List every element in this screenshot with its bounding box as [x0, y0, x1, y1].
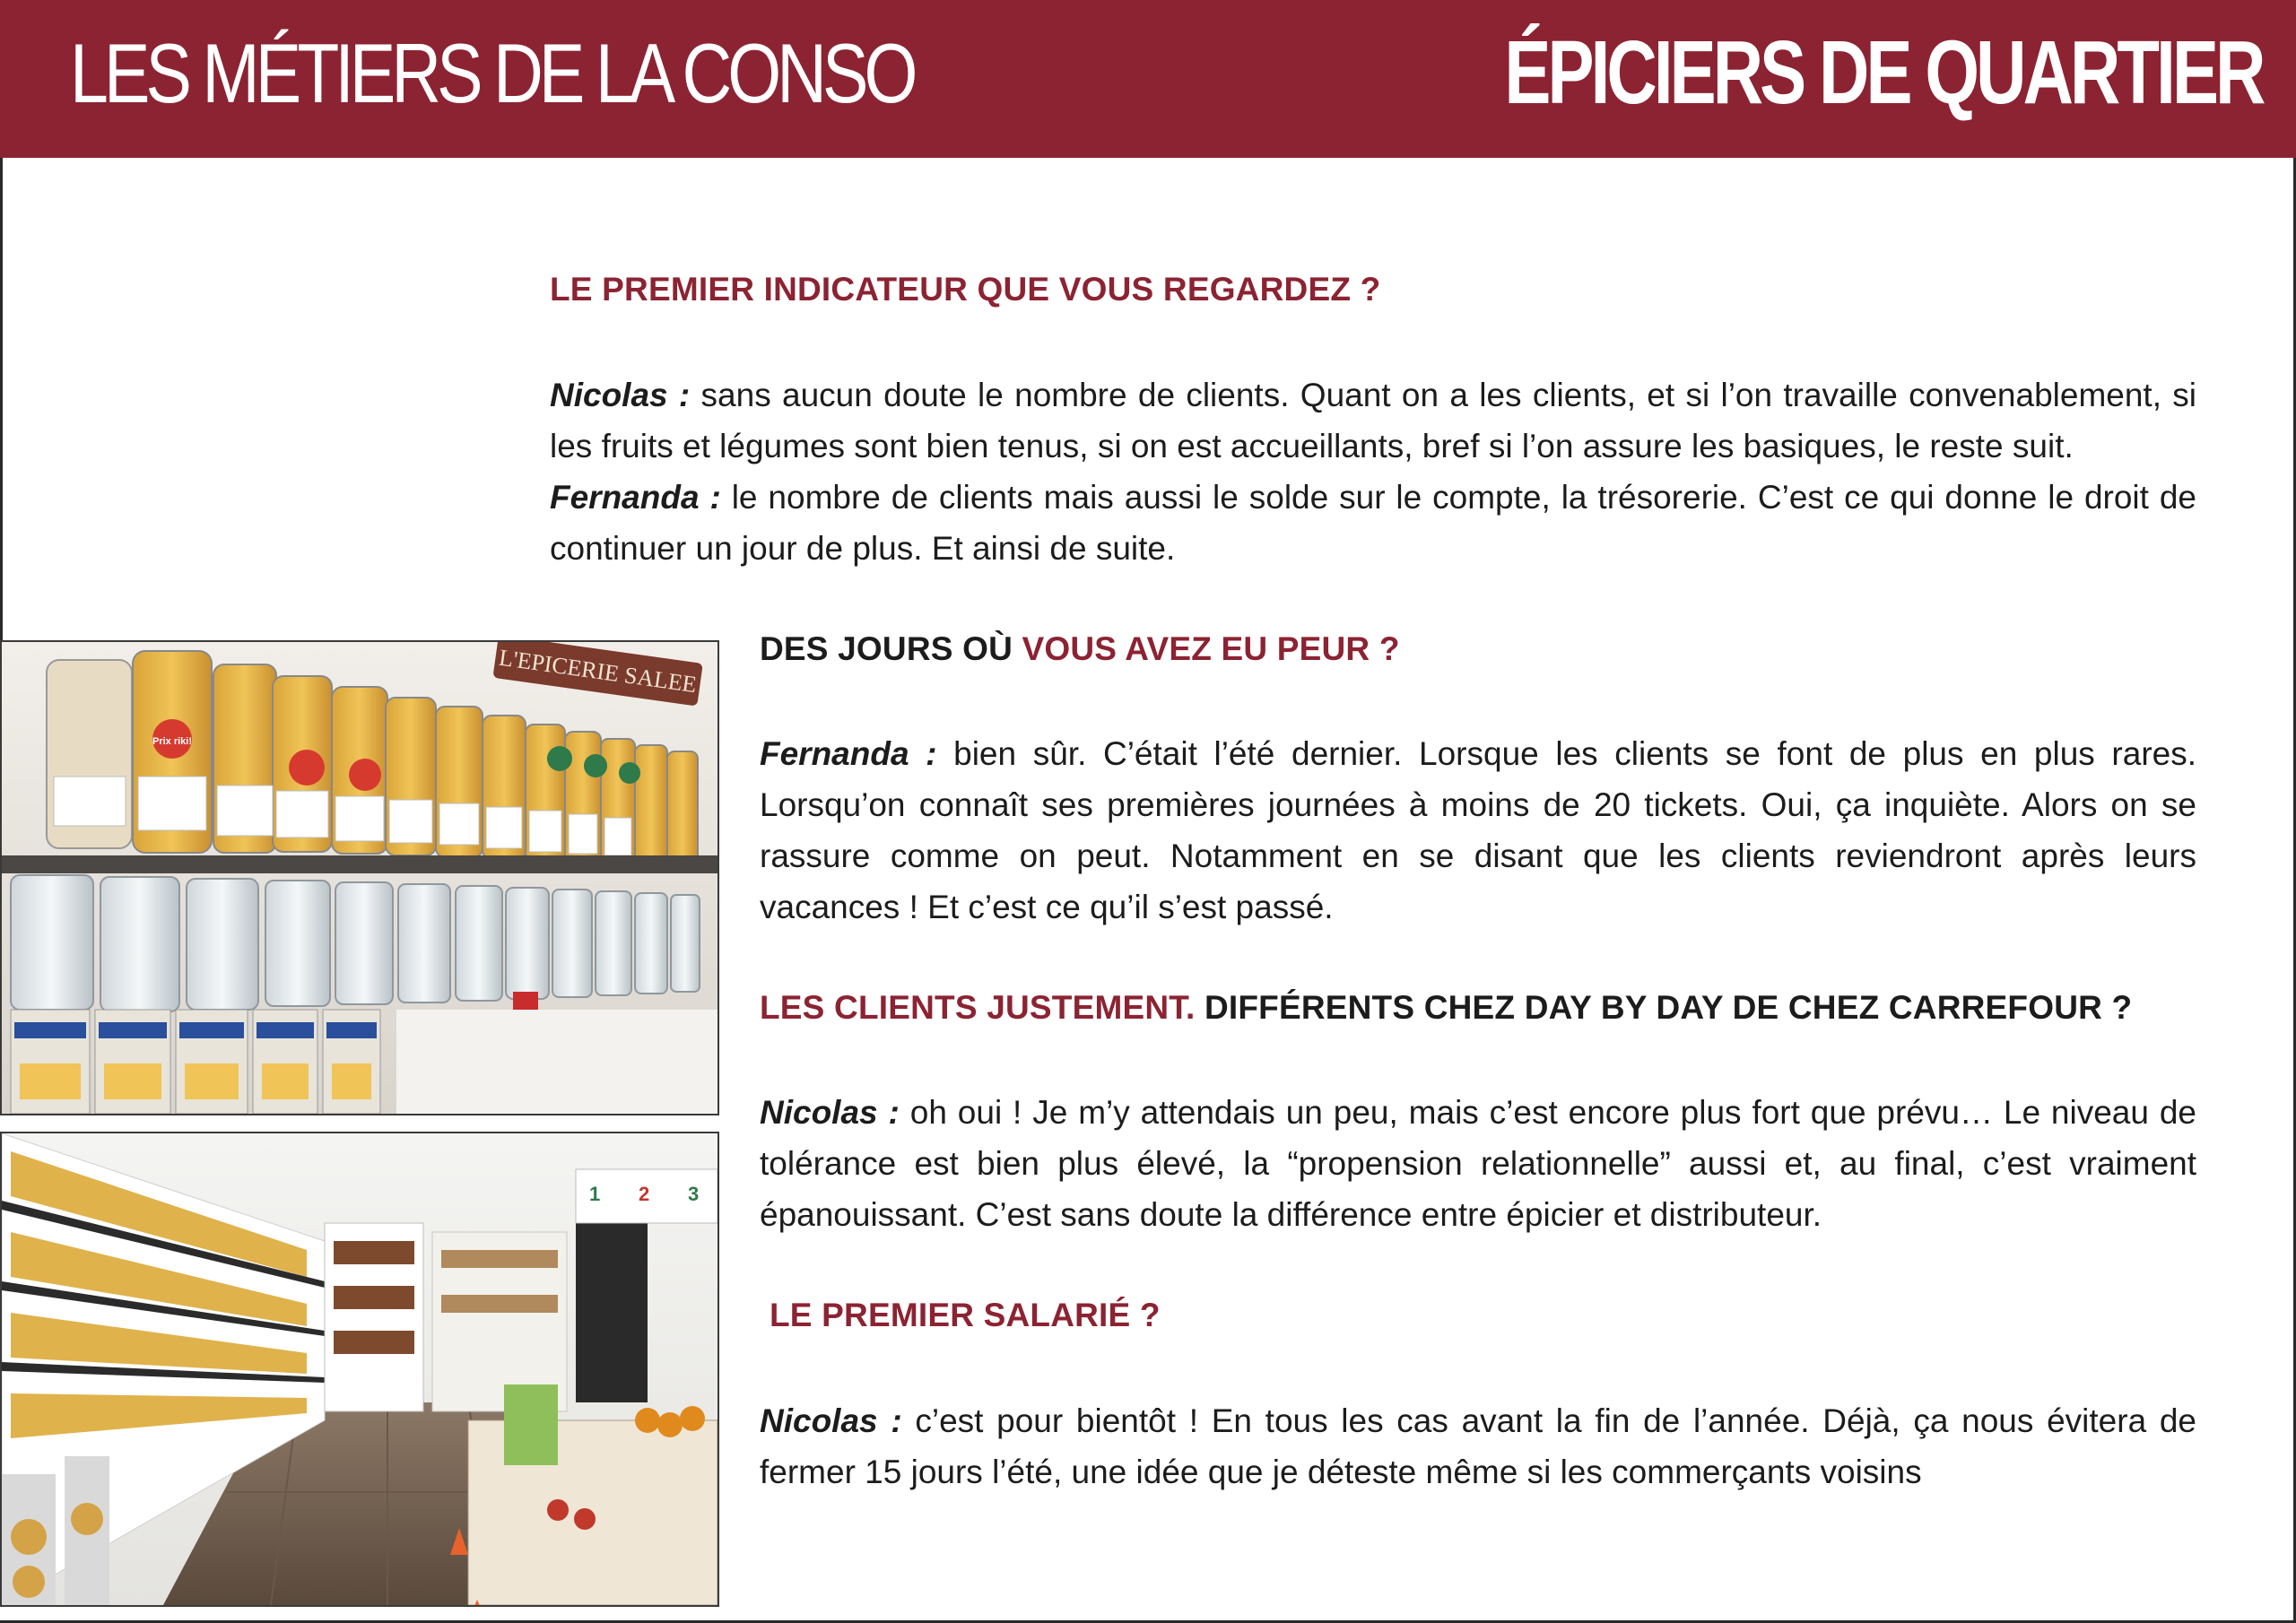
- photo-bulk-dispensers: [0, 640, 719, 1115]
- answer-paragraph-3: [760, 1087, 2196, 1240]
- dispensers-illustration: [2, 642, 718, 1114]
- speaker-label: Nicolas :: [760, 1402, 902, 1439]
- speaker-label: Fernanda :: [550, 479, 721, 516]
- shop-sign-text: L'EPICERIE SALEE: [497, 644, 699, 699]
- price-badge-text: Prix riki!: [152, 736, 193, 747]
- frame-line-left: [0, 158, 3, 642]
- question-heading-3: [760, 989, 2132, 1027]
- answer-text: sans aucun doute le nombre de clients. Quant on a les clients, et si l’on travaille convenablement, si les fruits et légumes sont bien tenus, si on est accueillants, bref si l’on assure les basiques, le reste suit.: [550, 377, 2196, 464]
- question-heading-2: [760, 630, 1400, 668]
- answer-text: bien sûr. C’était l’été dernier. Lorsque les clients se font de plus en plus rares. Lorsqu’on connaît ses premières journées à moins de 20 tickets. Oui, ça inquiète. Alors on se rassure comme on peut. Notamment en se disant que les clients reviendront après leurs vacances ! Et c’est ce qu’il s’est passé.: [760, 735, 2197, 925]
- interior-illustration: [2, 1133, 718, 1605]
- heading-part: DES JOURS OÙ: [760, 630, 1022, 667]
- heading-part: LES CLIENTS JUSTEMENT.: [760, 989, 1196, 1026]
- speaker-label: Nicolas :: [760, 1094, 900, 1131]
- answer-text: oh oui ! Je m’y attendais un peu, mais c’est encore plus fort que prévu… Le niveau de tolérance est bien plus élevé, la “propension relationnelle” aussi et, au final, c’est vraiment épanouissant. C’est sans doute la différence entre épicier et distributeur.: [760, 1094, 2197, 1233]
- answer-text: le nombre de clients mais aussi le solde sur le compte, la trésorerie. C’est ce qui donne le droit de continuer un jour de plus. Et ainsi de suite.: [550, 479, 2196, 567]
- header-band: [0, 0, 2296, 158]
- answer-paragraph-2: [760, 728, 2196, 933]
- question-heading-4: LE PREMIER SALARIÉ ?: [770, 1297, 1161, 1333]
- page-title: ÉPICIERS DE QUARTIER: [1503, 22, 2262, 123]
- heading-part: VOUS AVEZ EU PEUR ?: [1022, 630, 1400, 667]
- question-heading-1: LE PREMIER INDICATEUR QUE VOUS REGARDEZ ?: [550, 271, 1381, 308]
- speaker-label: Nicolas :: [550, 377, 691, 413]
- step-number: 1: [589, 1183, 601, 1205]
- section-title: LES MÉTIERS DE LA CONSO: [70, 26, 914, 120]
- answer-paragraph-1: [550, 369, 2196, 574]
- answer-paragraph-4: [760, 1395, 2196, 1497]
- step-number: 2: [639, 1183, 650, 1205]
- heading-part: DIFFÉRENTS CHEZ DAY BY DAY DE CHEZ CARREFOUR ?: [1195, 989, 2133, 1026]
- answer-text: c’est pour bientôt ! En tous les cas avant la fin de l’année. Déjà, ça nous évitera de fermer 15 jours l’été, une idée que je déteste même si les commerçants voisins: [760, 1402, 2197, 1490]
- photo-shop-interior: [0, 1132, 719, 1607]
- step-number: 3: [688, 1183, 700, 1205]
- speaker-label: Fernanda :: [760, 735, 937, 772]
